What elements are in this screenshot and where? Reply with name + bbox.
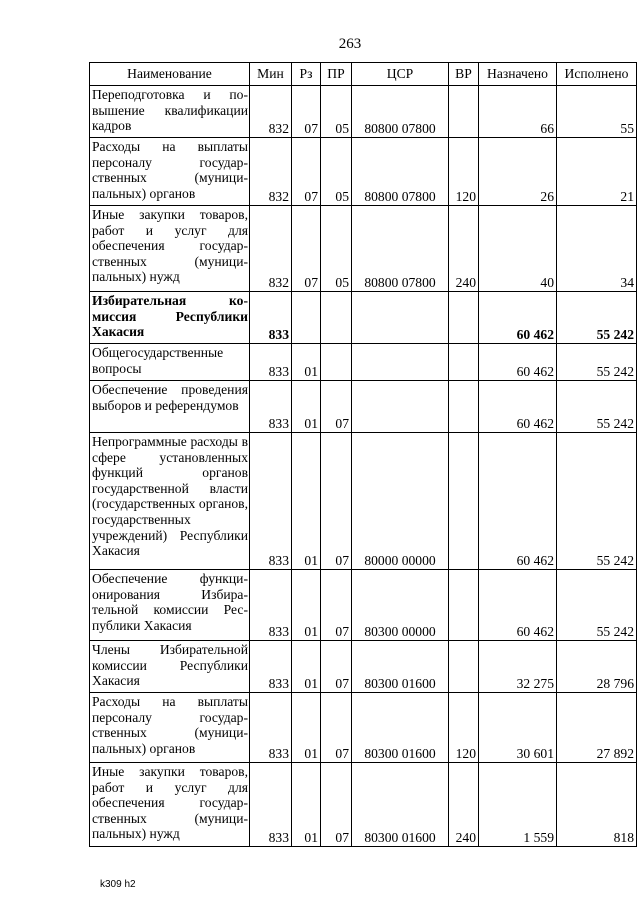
table-header-row <box>90 63 637 86</box>
row-rz: 01 <box>292 763 321 847</box>
row-vr: 120 <box>449 138 479 206</box>
row-csr: 80800 07800 <box>352 138 449 206</box>
row-rz <box>292 292 321 344</box>
row-pr: 05 <box>321 138 352 206</box>
row-executed: 28 796 <box>557 641 637 693</box>
header-min: Мин <box>250 63 292 86</box>
row-min: 833 <box>250 570 292 641</box>
header-pr: ПР <box>321 63 352 86</box>
row-executed: 55 242 <box>557 292 637 344</box>
page-number: 263 <box>338 36 362 52</box>
row-csr <box>352 292 449 344</box>
row-name: Иные закупки товаров, работ и услуг для обеспечения государственных (муниципальных) нужд <box>90 763 250 847</box>
row-rz: 07 <box>292 206 321 292</box>
row-pr: 05 <box>321 206 352 292</box>
row-executed: 55 242 <box>557 433 637 570</box>
row-min: 833 <box>250 433 292 570</box>
row-min: 833 <box>250 763 292 847</box>
row-pr: 07 <box>321 433 352 570</box>
row-rz: 01 <box>292 381 321 433</box>
row-vr <box>449 292 479 344</box>
table-row <box>90 693 637 763</box>
row-pr <box>321 292 352 344</box>
row-executed: 818 <box>557 763 637 847</box>
row-name: Переподготовка и повышение квалификации кадров <box>90 86 250 138</box>
row-assigned: 32 275 <box>479 641 557 693</box>
row-rz: 01 <box>292 641 321 693</box>
row-vr <box>449 86 479 138</box>
row-min: 833 <box>250 381 292 433</box>
row-executed: 27 892 <box>557 693 637 763</box>
row-pr: 07 <box>321 763 352 847</box>
row-pr: 07 <box>321 641 352 693</box>
header-assigned: Назначено <box>479 63 557 86</box>
row-assigned: 30 601 <box>479 693 557 763</box>
row-rz: 01 <box>292 570 321 641</box>
table-row <box>90 344 637 381</box>
row-assigned: 60 462 <box>479 570 557 641</box>
row-min: 832 <box>250 86 292 138</box>
table-row <box>90 641 637 693</box>
row-vr: 240 <box>449 763 479 847</box>
row-min: 832 <box>250 206 292 292</box>
footer-code: k309 h2 <box>100 879 136 890</box>
row-rz: 01 <box>292 344 321 381</box>
row-min: 833 <box>250 693 292 763</box>
row-name: Непрограммные расходы в сфере установленных функций органов государственной власти (государственных органов, государственных учреждений) Республики Хакасия <box>90 433 250 570</box>
row-pr: 05 <box>321 86 352 138</box>
table-body <box>90 86 637 847</box>
row-min: 833 <box>250 641 292 693</box>
row-name: Расходы на выплаты персоналу государственных (муниципальных) органов <box>90 693 250 763</box>
row-rz: 07 <box>292 138 321 206</box>
header-rz: Рз <box>292 63 321 86</box>
table-row <box>90 206 637 292</box>
row-assigned: 26 <box>479 138 557 206</box>
row-csr: 80300 01600 <box>352 763 449 847</box>
table-row <box>90 86 637 138</box>
budget-table <box>89 62 637 847</box>
row-assigned: 40 <box>479 206 557 292</box>
table-row <box>90 138 637 206</box>
row-name: Обеспечение проведения выборов и референдумов <box>90 381 250 433</box>
row-name: Иные закупки товаров, работ и услуг для обеспечения государственных (муниципальных) нужд <box>90 206 250 292</box>
row-executed: 21 <box>557 138 637 206</box>
table-row <box>90 570 637 641</box>
header-csr: ЦСР <box>352 63 449 86</box>
row-name: Общегосударственные вопросы <box>90 344 250 381</box>
row-vr: 240 <box>449 206 479 292</box>
row-vr <box>449 344 479 381</box>
row-rz: 07 <box>292 86 321 138</box>
row-pr <box>321 344 352 381</box>
row-name: Обеспечение функционирования Избирательной комиссии Республики Хакасия <box>90 570 250 641</box>
row-assigned: 60 462 <box>479 292 557 344</box>
row-pr: 07 <box>321 570 352 641</box>
row-csr <box>352 381 449 433</box>
row-csr: 80800 07800 <box>352 206 449 292</box>
row-vr: 120 <box>449 693 479 763</box>
header-name: Наименование <box>90 63 250 86</box>
row-vr <box>449 570 479 641</box>
row-min: 833 <box>250 344 292 381</box>
row-vr <box>449 641 479 693</box>
row-executed: 55 242 <box>557 344 637 381</box>
row-name: Члены Избирательной комиссии Республики Хакасия <box>90 641 250 693</box>
table-row <box>90 433 637 570</box>
row-executed: 55 <box>557 86 637 138</box>
row-assigned: 60 462 <box>479 433 557 570</box>
row-csr: 80300 00000 <box>352 570 449 641</box>
row-csr: 80800 07800 <box>352 86 449 138</box>
table-row <box>90 292 637 344</box>
row-min: 832 <box>250 138 292 206</box>
row-name: Расходы на выплаты персоналу государственных (муниципальных) органов <box>90 138 250 206</box>
row-min: 833 <box>250 292 292 344</box>
row-executed: 55 242 <box>557 570 637 641</box>
header-vr: ВР <box>449 63 479 86</box>
header-executed: Исполнено <box>557 63 637 86</box>
row-vr <box>449 381 479 433</box>
table-row <box>90 381 637 433</box>
row-rz: 01 <box>292 693 321 763</box>
row-executed: 55 242 <box>557 381 637 433</box>
row-rz: 01 <box>292 433 321 570</box>
row-vr <box>449 433 479 570</box>
row-csr: 80000 00000 <box>352 433 449 570</box>
row-csr: 80300 01600 <box>352 641 449 693</box>
row-pr: 07 <box>321 381 352 433</box>
row-csr <box>352 344 449 381</box>
row-pr: 07 <box>321 693 352 763</box>
row-assigned: 66 <box>479 86 557 138</box>
row-assigned: 1 559 <box>479 763 557 847</box>
row-executed: 34 <box>557 206 637 292</box>
row-name: Избирательная комиссия Республики Хакасия <box>90 292 250 344</box>
row-assigned: 60 462 <box>479 381 557 433</box>
row-assigned: 60 462 <box>479 344 557 381</box>
row-csr: 80300 01600 <box>352 693 449 763</box>
table-row <box>90 763 637 847</box>
